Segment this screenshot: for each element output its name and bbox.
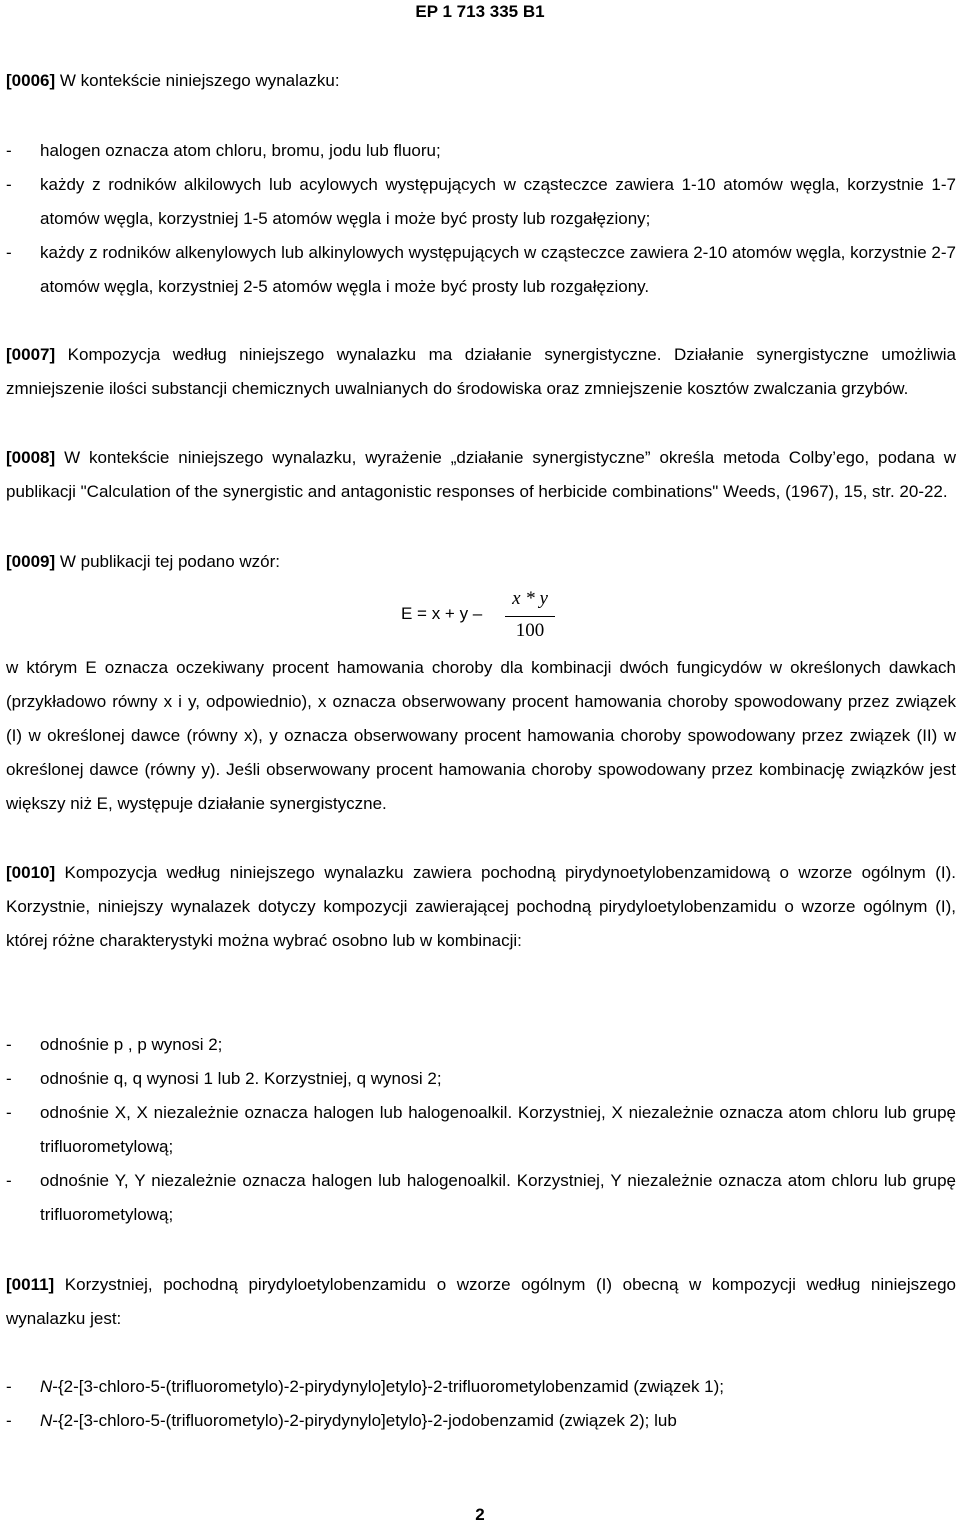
paragraph-text: W kontekście niniejszego wynalazku:	[55, 71, 340, 90]
paragraph-tag: [0006]	[6, 71, 56, 90]
formula-denominator: 100	[515, 620, 545, 641]
list-item	[6, 1062, 956, 1096]
list-item-text: halogen oznacza atom chloru, bromu, jodu lub fluoru;	[40, 141, 441, 160]
compound-name: -{2-[3-chloro-5-(trifluorometylo)-2-pirydynylo]etylo}-2-jodobenzamid (związek 2); lub	[52, 1411, 677, 1430]
list-item	[6, 236, 956, 304]
paragraph-tag: [0007]	[6, 345, 56, 364]
list-dash: -	[6, 175, 12, 194]
list-dash: -	[6, 1411, 12, 1430]
list-item-text: każdy z rodników alkilowych lub acylowych występujących w cząsteczce zawiera 1-10 atomów węgla, korzystnie 1-7 atomów węgla, korzystniej 1-5 atomów węgla i może być prosty lub rozgałęziony;	[40, 175, 956, 228]
paragraph-tag: [0009]	[6, 552, 56, 571]
paragraph-text: W publikacji tej podano wzór:	[55, 552, 281, 571]
paragraph-text: W kontekście niniejszego wynalazku, wyrażenie „działanie synergistyczne” określa metoda Colby’ego, podana w publikacji "Calculation of the synergistic and antagonistic responses of herbicide combinations" Weeds, (1967), 15, str. 20-22.	[6, 448, 956, 501]
list-item-text: każdy z rodników alkenylowych lub alkinylowych występujących w cząsteczce zawiera 2-10 atomów węgla, korzystnie 2-7 atomów węgla, korzystniej 2-5 atomów węgla i może być prosty lub rozgałęziony.	[40, 243, 956, 296]
compound-prefix: N	[40, 1411, 53, 1430]
paragraph-text: Korzystniej, pochodną pirydyloetylobenzamidu o wzorze ogólnym (I) obecną w kompozycji według niniejszego wynalazku jest:	[6, 1275, 956, 1328]
paragraph-0006	[6, 64, 956, 98]
fraction-bar	[505, 616, 555, 617]
formula-numerator: x * y	[512, 588, 548, 609]
list-dash: -	[6, 243, 12, 262]
paragraph-formula-explanation: w którym E oznacza oczekiwany procent hamowania choroby dla kombinacji dwóch fungicydów w określonych dawkach (przykładowo równy x i y, odpowiednio), x oznacza obserwowany procent hamowania choroby spowodowany przez związek (I) w określonej dawce (równy x), y oznacza obserwowany procent hamowania choroby spowodowany przez związek (II) w określonej dawce (równy y). Jeśli obserwowany procent hamowania choroby spowodowany przez kombinację związków jest większy niż E, występuje działanie synergistyczne.	[6, 658, 956, 813]
list-item-text: odnośnie p , p wynosi 2;	[40, 1035, 223, 1054]
list-item	[6, 134, 956, 168]
list-dash: -	[6, 141, 12, 160]
paragraph-text: Kompozycja według niniejszego wynalazku ma działanie synergistyczne. Działanie synergistyczne umożliwia zmniejszenie ilości substancji chemicznych uwalnianych do środowiska oraz zmniejszenie kosztów zwalczania grzybów.	[6, 345, 956, 398]
list-item	[6, 1370, 956, 1404]
list-item	[6, 1096, 956, 1164]
list-dash: -	[6, 1103, 12, 1122]
paragraph-0007	[6, 338, 956, 406]
list-item-text	[40, 1404, 956, 1438]
list-item	[6, 1404, 956, 1438]
compound-prefix: N	[40, 1377, 53, 1396]
list-dash: -	[6, 1171, 12, 1190]
paragraph-tag: [0010]	[6, 863, 56, 882]
page-number: 2	[475, 1505, 485, 1524]
list-dash: -	[6, 1377, 12, 1396]
list-item-text: odnośnie q, q wynosi 1 lub 2. Korzystniej, q wynosi 2;	[40, 1069, 442, 1088]
list-item-text: odnośnie Y, Y niezależnie oznacza halogen lub halogenoalkil. Korzystniej, Y niezależnie oznacza atom chloru lub grupę trifluorometylową;	[40, 1171, 956, 1224]
list-item	[6, 168, 956, 236]
paragraph-tag: [0011]	[6, 1275, 55, 1294]
formula-lhs: E = x + y –	[401, 604, 483, 623]
paragraph-text: Kompozycja według niniejszego wynalazku zawiera pochodną pirydynoetylobenzamidową o wzorze ogólnym (I). Korzystnie, niniejszy wynalazek dotyczy kompozycji zawierającej pochodną pirydyloetylobenzamidu o wzorze ogólnym (I), której różne charakterystyki można wybrać osobno lub w kombinacji:	[6, 863, 956, 950]
list-dash: -	[6, 1069, 12, 1088]
paragraph-0011	[6, 1268, 956, 1336]
colby-formula	[401, 588, 571, 644]
paragraph-0008	[6, 441, 956, 509]
list-item-text: odnośnie X, X niezależnie oznacza halogen lub halogenoalkil. Korzystniej, X niezależnie oznacza atom chloru lub grupę trifluorometylową;	[40, 1103, 956, 1156]
paragraph-0009	[6, 545, 956, 579]
paragraph-tag: [0008]	[6, 448, 56, 467]
document-header: EP 1 713 335 B1	[415, 2, 545, 21]
paragraph-0010	[6, 856, 956, 958]
list-item	[6, 1028, 956, 1062]
list-dash: -	[6, 1035, 12, 1054]
list-item-text	[40, 1370, 956, 1404]
list-item	[6, 1164, 956, 1232]
compound-name: -{2-[3-chloro-5-(trifluorometylo)-2-pirydynylo]etylo}-2-trifluorometylobenzamid (związek 1);	[52, 1377, 725, 1396]
